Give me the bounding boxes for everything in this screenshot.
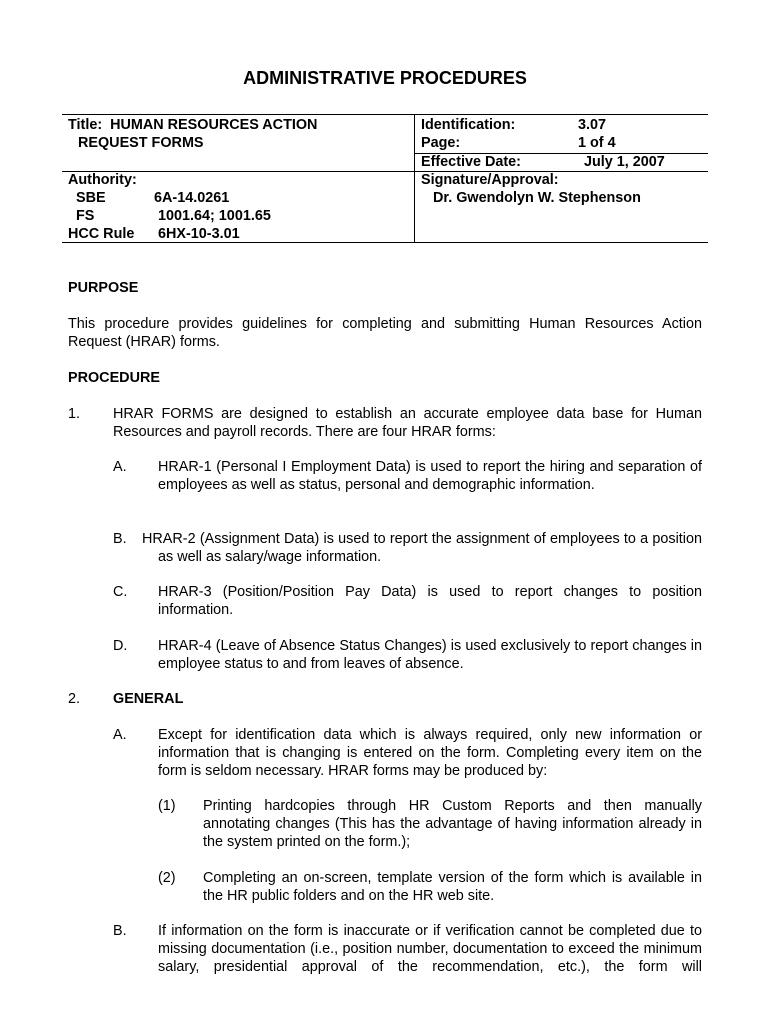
list-item-text: Printing hardcopies through HR Custom Reports and then manually annotating changes (This has the advantage of having information already in the system printed on the form.);: [203, 798, 702, 850]
page-value: 1 of 4: [578, 135, 616, 151]
item-number: 1.: [68, 406, 81, 422]
authority-key: HCC Rule: [68, 226, 135, 242]
identification-label: Identification:: [421, 117, 516, 133]
sub-item-text: HRAR-3 (Position/Position Pay Data) is used to report changes to position information.: [158, 584, 702, 618]
authority-value: 1001.64; 1001.65: [158, 208, 271, 224]
identification-value: 3.07: [578, 117, 607, 133]
table-top-border: [62, 114, 708, 115]
sub-item-text: HRAR-4 (Leave of Absence Status Changes) is used exclusively to report changes in employee status to and from leaves of absence.: [158, 638, 702, 672]
sub-item-text: Except for identification data which is always required, only new information or information that is changing is entered on the form. Completing every item on the form is seldom necessary. HRAR forms may be produced by:: [158, 727, 702, 779]
table-title-line1: Title: HUMAN RESOURCES ACTION: [68, 117, 318, 133]
table-mid-border: [62, 171, 708, 172]
sub-item-label: D.: [113, 638, 128, 654]
page-label: Page:: [421, 135, 461, 151]
signature-label: Signature/Approval:: [421, 172, 559, 188]
procedure-heading: PROCEDURE: [68, 370, 160, 386]
item-number: 2.: [68, 691, 81, 707]
sub-item-label: B.: [113, 531, 127, 547]
sub-item-label: B.: [113, 923, 127, 939]
authority-key: FS: [76, 208, 95, 224]
authority-label: Authority:: [68, 172, 137, 188]
authority-key: SBE: [76, 190, 106, 206]
table-column-divider: [414, 114, 415, 242]
effective-date-label: Effective Date:: [421, 154, 521, 170]
list-item-label: (2): [158, 870, 176, 886]
sub-item-text: HRAR-1 (Personal I Employment Data) is used to report the hiring and separation of employees as well as status, personal and demographic information.: [158, 459, 702, 493]
sub-item-label: A.: [113, 727, 127, 743]
item-text: HRAR FORMS are designed to establish an accurate employee data base for Human Resources and payroll records. There are four HRAR forms:: [113, 406, 702, 440]
list-item-label: (1): [158, 798, 176, 814]
list-item-text: Completing an on-screen, template version of the form which is available in the HR public folders and on the HR web site.: [203, 870, 702, 904]
purpose-heading: PURPOSE: [68, 280, 139, 296]
general-heading: GENERAL: [113, 691, 184, 707]
sub-item-label: A.: [113, 459, 127, 475]
purpose-text: This procedure provides guidelines for completing and submitting Human Resources Action Request (HRAR) forms.: [68, 316, 702, 350]
page-title: ADMINISTRATIVE PROCEDURES: [243, 68, 527, 88]
sub-item-text: If information on the form is inaccurate or if verification cannot be completed due to missing documentation (i.e., position number, documentation to exceed the minimum salary, presidential approval of the recommendation, etc.), the form will: [158, 923, 702, 975]
authority-value: 6A-14.0261: [154, 190, 230, 206]
table-title-line2: REQUEST FORMS: [78, 135, 204, 151]
authority-value: 6HX-10-3.01: [158, 226, 240, 242]
signature-value: Dr. Gwendolyn W. Stephenson: [433, 190, 641, 206]
sub-item-label: C.: [113, 584, 128, 600]
sub-item-text: HRAR-2 (Assignment Data) is used to report the assignment of employees to a position as well as salary/wage information.: [142, 531, 702, 565]
effective-date-value: July 1, 2007: [584, 154, 665, 170]
